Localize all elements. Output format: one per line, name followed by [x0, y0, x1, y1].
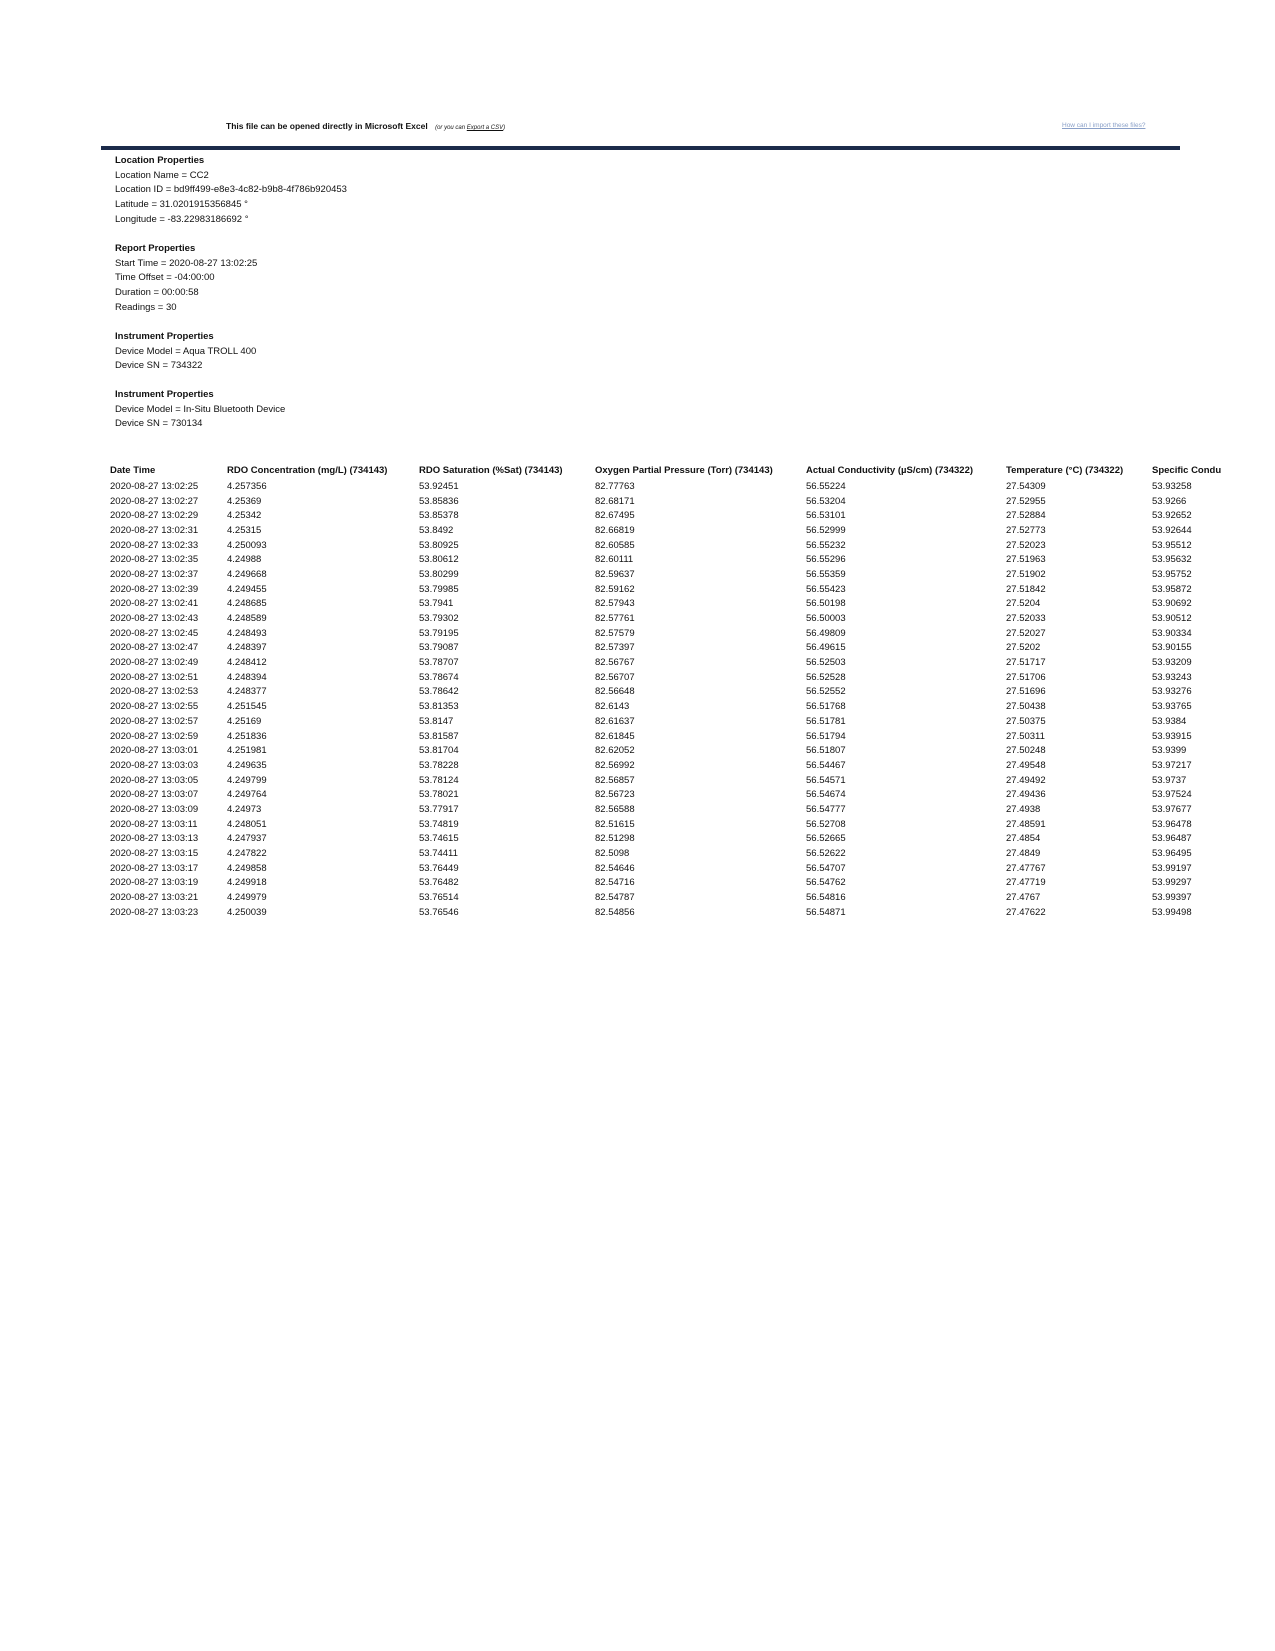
table-cell: 2020-08-27 13:03:15 — [110, 848, 199, 860]
table-cell: 82.59637 — [595, 568, 635, 580]
table-cell: 56.51768 — [806, 701, 846, 713]
table-cell: 4.25315 — [227, 524, 262, 536]
property-line: Longitude = -83.22983186692 ° — [115, 213, 249, 225]
table-cell: 56.49809 — [806, 627, 846, 639]
table-cell: 2020-08-27 13:02:37 — [110, 568, 199, 580]
table-cell: 53.85836 — [419, 495, 459, 507]
table-row — [110, 846, 1222, 861]
import-help-link[interactable]: How can I import these files? — [1062, 122, 1146, 129]
table-cell: 4.248493 — [227, 627, 267, 639]
table-cell: 27.48591 — [1006, 818, 1046, 830]
property-line: Device SN = 730134 — [115, 418, 203, 430]
table-row — [110, 832, 1222, 847]
property-line: Device SN = 734322 — [115, 360, 203, 372]
table-cell: 53.92652 — [1152, 510, 1192, 522]
table-row — [110, 685, 1222, 700]
table-cell: 56.54871 — [806, 906, 846, 918]
table-cell: 53.80299 — [419, 568, 459, 580]
table-cell: 82.56648 — [595, 686, 635, 698]
table-cell: 27.4938 — [1006, 803, 1041, 815]
table-cell: 56.52999 — [806, 524, 846, 536]
table-cell: 2020-08-27 13:02:53 — [110, 686, 199, 698]
table-cell: 2020-08-27 13:02:47 — [110, 642, 199, 654]
table-cell: 2020-08-27 13:03:03 — [110, 759, 199, 771]
table-row — [110, 758, 1222, 773]
table-cell: 56.55296 — [806, 554, 846, 566]
table-cell: 82.57397 — [595, 642, 635, 654]
table-cell: 27.50375 — [1006, 715, 1046, 727]
table-cell: 4.24973 — [227, 803, 262, 815]
table-cell: 56.54816 — [806, 892, 846, 904]
table-cell: 4.249455 — [227, 583, 267, 595]
table-cell: 56.52622 — [806, 848, 846, 860]
table-cell: 4.248051 — [227, 818, 267, 830]
table-cell: 27.51706 — [1006, 671, 1046, 683]
top-bar — [0, 121, 1275, 135]
table-cell: 2020-08-27 13:03:09 — [110, 803, 199, 815]
table-cell: 53.78021 — [419, 789, 459, 801]
table-cell: 53.78674 — [419, 671, 459, 683]
table-cell: 2020-08-27 13:02:57 — [110, 715, 199, 727]
table-cell: 53.76449 — [419, 862, 459, 874]
table-cell: 82.54787 — [595, 892, 635, 904]
table-cell: 2020-08-27 13:02:35 — [110, 554, 199, 566]
table-row — [110, 523, 1222, 538]
table-row — [110, 861, 1222, 876]
table-cell: 82.60585 — [595, 539, 635, 551]
table-cell: 4.249668 — [227, 568, 267, 580]
table-cell: 53.81704 — [419, 745, 459, 757]
table-cell: 4.248685 — [227, 598, 267, 610]
table-cell: 56.54467 — [806, 759, 846, 771]
table-cell: 53.93258 — [1152, 480, 1192, 492]
table-cell: 53.74819 — [419, 818, 459, 830]
instrument-properties-1 — [115, 330, 256, 374]
table-cell: 2020-08-27 13:02:55 — [110, 701, 199, 713]
table-cell: 4.250093 — [227, 539, 267, 551]
table-cell: 53.95872 — [1152, 583, 1192, 595]
table-cell: 56.51807 — [806, 745, 846, 757]
property-line: Location Name = CC2 — [115, 169, 209, 181]
table-cell: 53.85378 — [419, 510, 459, 522]
table-cell: 53.96495 — [1152, 848, 1192, 860]
table-cell: 53.95752 — [1152, 568, 1192, 580]
table-cell: 53.97217 — [1152, 759, 1192, 771]
table-row — [110, 773, 1222, 788]
table-cell: 27.47622 — [1006, 906, 1046, 918]
table-cell: 27.50311 — [1006, 730, 1045, 742]
table-cell: 53.77917 — [419, 803, 459, 815]
instrument-properties-2 — [115, 388, 285, 432]
readings-table — [110, 464, 1222, 920]
table-cell: 53.81587 — [419, 730, 459, 742]
table-cell: 27.47767 — [1006, 862, 1046, 874]
table-row — [110, 479, 1222, 494]
property-line: Device Model = In-Situ Bluetooth Device — [115, 403, 286, 415]
report-properties — [115, 242, 257, 316]
table-cell: 53.76514 — [419, 892, 459, 904]
property-line: Duration = 00:00:58 — [115, 287, 199, 299]
table-cell: 4.247822 — [227, 848, 267, 860]
header-divider — [101, 146, 1180, 150]
table-cell: 53.78707 — [419, 657, 459, 669]
table-cell: 4.251981 — [227, 745, 267, 757]
property-line: Start Time = 2020-08-27 13:02:25 — [115, 257, 258, 269]
table-cell: 56.50003 — [806, 613, 846, 625]
table-cell: 82.66819 — [595, 524, 635, 536]
table-cell: 4.249799 — [227, 774, 267, 786]
table-cell: 53.7941 — [419, 598, 454, 610]
table-cell: 53.79087 — [419, 642, 459, 654]
table-cell: 82.68171 — [595, 495, 635, 507]
column-header: Specific Condu — [1152, 465, 1222, 476]
table-cell: 82.5098 — [595, 848, 630, 860]
table-cell: 27.51696 — [1006, 686, 1046, 698]
table-cell: 27.47719 — [1006, 877, 1046, 889]
table-cell: 82.6143 — [595, 701, 630, 713]
table-cell: 53.78642 — [419, 686, 459, 698]
column-header: Temperature (°C) (734322) — [1006, 465, 1124, 476]
table-cell: 53.93765 — [1152, 701, 1192, 713]
property-line: Readings = 30 — [115, 301, 177, 313]
property-line: Device Model = Aqua TROLL 400 — [115, 345, 257, 357]
table-row — [110, 699, 1222, 714]
table-cell: 53.8492 — [419, 524, 454, 536]
table-row — [110, 538, 1222, 553]
table-cell: 2020-08-27 13:03:17 — [110, 862, 199, 874]
table-cell: 4.247937 — [227, 833, 267, 845]
table-row — [110, 890, 1222, 905]
table-cell: 27.49492 — [1006, 774, 1046, 786]
table-cell: 53.80925 — [419, 539, 459, 551]
table-cell: 53.90692 — [1152, 598, 1192, 610]
table-cell: 56.54707 — [806, 862, 846, 874]
table-cell: 53.79985 — [419, 583, 459, 595]
table-row — [110, 817, 1222, 832]
table-cell: 56.55224 — [806, 480, 846, 492]
section-title: Report Properties — [115, 243, 196, 254]
table-cell: 56.49615 — [806, 642, 846, 654]
table-body — [110, 479, 1222, 920]
table-cell: 56.53101 — [806, 510, 846, 522]
table-cell: 82.56857 — [595, 774, 635, 786]
table-cell: 56.53204 — [806, 495, 846, 507]
table-cell: 27.54309 — [1006, 480, 1046, 492]
table-cell: 4.25169 — [227, 715, 262, 727]
table-cell: 56.52528 — [806, 671, 846, 683]
table-cell: 27.51842 — [1006, 583, 1046, 595]
table-cell: 53.93915 — [1152, 730, 1192, 742]
table-cell: 82.56723 — [595, 789, 635, 801]
section-title: Instrument Properties — [115, 389, 214, 400]
table-cell: 53.8147 — [419, 715, 454, 727]
table-cell: 4.248377 — [227, 686, 267, 698]
table-cell: 4.251545 — [227, 701, 267, 713]
table-cell: 4.249764 — [227, 789, 267, 801]
table-cell: 53.9737 — [1152, 774, 1187, 786]
table-cell: 27.52773 — [1006, 524, 1046, 536]
table-cell: 2020-08-27 13:02:29 — [110, 510, 199, 522]
table-row — [110, 802, 1222, 817]
table-cell: 82.51298 — [595, 833, 635, 845]
table-cell: 53.80612 — [419, 554, 459, 566]
table-cell: 53.79302 — [419, 613, 459, 625]
table-cell: 56.55359 — [806, 568, 846, 580]
table-cell: 4.248412 — [227, 657, 267, 669]
table-cell: 53.90155 — [1152, 642, 1192, 654]
table-cell: 53.76482 — [419, 877, 459, 889]
property-line: Location ID = bd9ff499-e8e3-4c82-b9b8-4f786b920453 — [115, 184, 347, 196]
table-cell: 56.55232 — [806, 539, 846, 551]
table-cell: 53.9384 — [1152, 715, 1187, 727]
table-cell: 82.57943 — [595, 598, 635, 610]
table-cell: 56.54571 — [806, 774, 846, 786]
table-row — [110, 611, 1222, 626]
table-cell: 2020-08-27 13:02:31 — [110, 524, 199, 536]
table-cell: 4.251836 — [227, 730, 267, 742]
table-cell: 27.50438 — [1006, 701, 1046, 713]
table-cell: 56.52503 — [806, 657, 846, 669]
table-cell: 2020-08-27 13:02:25 — [110, 480, 199, 492]
property-line: Latitude = 31.0201915356845 ° — [115, 199, 248, 211]
property-line: Time Offset = -04:00:00 — [115, 272, 215, 284]
table-cell: 2020-08-27 13:02:59 — [110, 730, 199, 742]
table-cell: 56.51781 — [806, 715, 846, 727]
table-cell: 4.249979 — [227, 892, 267, 904]
table-cell: 53.99397 — [1152, 892, 1192, 904]
table-cell: 53.99498 — [1152, 906, 1192, 918]
table-cell: 53.99197 — [1152, 862, 1192, 874]
table-cell: 2020-08-27 13:02:33 — [110, 539, 199, 551]
table-cell: 56.51794 — [806, 730, 846, 742]
table-cell: 82.67495 — [595, 510, 635, 522]
excel-note: This file can be opened directly in Microsoft Excel (or you can Export a CSV) — [226, 121, 506, 131]
table-cell: 2020-08-27 13:03:23 — [110, 906, 199, 918]
table-cell: 56.54674 — [806, 789, 846, 801]
table-cell: 27.49436 — [1006, 789, 1046, 801]
table-cell: 56.52665 — [806, 833, 846, 845]
location-properties — [115, 154, 347, 228]
table-cell: 82.57761 — [595, 613, 635, 625]
table-cell: 4.25342 — [227, 510, 262, 522]
column-header: Actual Conductivity (µS/cm) (734322) — [806, 465, 974, 476]
table-header-row — [110, 464, 1222, 479]
table-cell: 4.257356 — [227, 480, 267, 492]
table-cell: 4.248397 — [227, 642, 267, 654]
table-cell: 4.249918 — [227, 877, 267, 889]
table-cell: 53.9399 — [1152, 745, 1187, 757]
table-row — [110, 787, 1222, 802]
table-cell: 27.52023 — [1006, 539, 1046, 551]
table-cell: 82.56767 — [595, 657, 635, 669]
table-cell: 2020-08-27 13:03:13 — [110, 833, 199, 845]
table-cell: 53.93276 — [1152, 686, 1192, 698]
table-row — [110, 508, 1222, 523]
table-cell: 82.60111 — [595, 554, 634, 566]
table-cell: 2020-08-27 13:03:19 — [110, 877, 199, 889]
table-cell: 27.51902 — [1006, 568, 1046, 580]
table-cell: 27.49548 — [1006, 759, 1046, 771]
table-row — [110, 626, 1222, 641]
table-cell: 2020-08-27 13:02:45 — [110, 627, 199, 639]
table-cell: 82.77763 — [595, 480, 635, 492]
table-cell: 4.250039 — [227, 906, 267, 918]
table-row — [110, 641, 1222, 656]
section-title: Instrument Properties — [115, 331, 214, 342]
section-title: Location Properties — [115, 155, 205, 166]
table-cell: 53.90334 — [1152, 627, 1192, 639]
table-cell: 4.24988 — [227, 554, 262, 566]
table-cell: 53.90512 — [1152, 613, 1192, 625]
table-cell: 53.78228 — [419, 759, 459, 771]
table-cell: 53.99297 — [1152, 877, 1192, 889]
table-cell: 53.97524 — [1152, 789, 1192, 801]
table-cell: 27.51963 — [1006, 554, 1046, 566]
table-cell: 56.52708 — [806, 818, 846, 830]
table-row — [110, 597, 1222, 612]
table-cell: 2020-08-27 13:03:11 — [110, 818, 198, 830]
table-cell: 53.78124 — [419, 774, 459, 786]
table-cell: 27.5202 — [1006, 642, 1041, 654]
table-cell: 82.51615 — [595, 818, 635, 830]
table-cell: 53.92451 — [419, 480, 459, 492]
table-cell: 2020-08-27 13:02:49 — [110, 657, 199, 669]
table-cell: 53.74615 — [419, 833, 459, 845]
table-cell: 82.61637 — [595, 715, 635, 727]
column-header: RDO Saturation (%Sat) (734143) — [419, 465, 563, 476]
table-cell: 27.4849 — [1006, 848, 1041, 860]
table-cell: 56.54762 — [806, 877, 846, 889]
table-row — [110, 743, 1222, 758]
table-cell: 53.97677 — [1152, 803, 1192, 815]
table-cell: 56.52552 — [806, 686, 846, 698]
column-header: RDO Concentration (mg/L) (734143) — [227, 465, 388, 476]
table-row — [110, 670, 1222, 685]
table-cell: 82.56707 — [595, 671, 635, 683]
table-cell: 2020-08-27 13:03:01 — [110, 745, 199, 757]
table-cell: 82.56588 — [595, 803, 635, 815]
table-row — [110, 582, 1222, 597]
table-cell: 53.74411 — [419, 848, 458, 860]
table-row — [110, 552, 1222, 567]
export-csv-link[interactable]: Export a CSV — [466, 125, 504, 131]
table-cell: 53.95632 — [1152, 554, 1192, 566]
table-cell: 2020-08-27 13:02:41 — [110, 598, 199, 610]
table-cell: 27.4854 — [1006, 833, 1041, 845]
table-cell: 2020-08-27 13:03:07 — [110, 789, 199, 801]
table-cell: 82.54856 — [595, 906, 635, 918]
table-cell: 27.5204 — [1006, 598, 1041, 610]
table-cell: 27.4767 — [1006, 892, 1041, 904]
table-cell: 2020-08-27 13:02:43 — [110, 613, 199, 625]
table-cell: 27.52884 — [1006, 510, 1046, 522]
table-cell: 2020-08-27 13:02:39 — [110, 583, 199, 595]
table-cell: 53.79195 — [419, 627, 459, 639]
table-row — [110, 567, 1222, 582]
column-header: Date Time — [110, 465, 156, 476]
table-cell: 53.93209 — [1152, 657, 1192, 669]
table-cell: 2020-08-27 13:02:27 — [110, 495, 199, 507]
table-cell: 2020-08-27 13:03:21 — [110, 892, 199, 904]
table-cell: 82.56992 — [595, 759, 635, 771]
table-cell: 4.248589 — [227, 613, 267, 625]
table-cell: 53.95512 — [1152, 539, 1192, 551]
column-header: Oxygen Partial Pressure (Torr) (734143) — [595, 465, 773, 476]
table-cell: 53.96478 — [1152, 818, 1192, 830]
table-cell: 27.50248 — [1006, 745, 1046, 757]
table-cell: 56.50198 — [806, 598, 846, 610]
table-cell: 4.249635 — [227, 759, 267, 771]
table-cell: 2020-08-27 13:02:51 — [110, 671, 199, 683]
table-row — [110, 494, 1222, 509]
table-cell: 82.61845 — [595, 730, 635, 742]
table-row — [110, 876, 1222, 891]
table-cell: 82.54716 — [595, 877, 635, 889]
table-cell: 56.55423 — [806, 583, 846, 595]
table-cell: 53.92644 — [1152, 524, 1192, 536]
table-cell: 53.81353 — [419, 701, 459, 713]
table-cell: 27.52955 — [1006, 495, 1046, 507]
csv-note: (or you can Export a CSV) — [435, 125, 506, 131]
table-cell: 82.59162 — [595, 583, 635, 595]
table-cell: 4.248394 — [227, 671, 267, 683]
table-cell: 82.57579 — [595, 627, 635, 639]
table-cell: 53.93243 — [1152, 671, 1192, 683]
table-cell: 27.52027 — [1006, 627, 1046, 639]
table-cell: 27.51717 — [1006, 657, 1046, 669]
table-cell: 53.76546 — [419, 906, 459, 918]
table-cell: 27.52033 — [1006, 613, 1046, 625]
table-row — [110, 714, 1222, 729]
table-row — [110, 655, 1222, 670]
table-cell: 82.54646 — [595, 862, 635, 874]
table-cell: 56.54777 — [806, 803, 846, 815]
table-row — [110, 729, 1222, 744]
table-cell: 53.9266 — [1152, 495, 1187, 507]
table-cell: 4.249858 — [227, 862, 267, 874]
table-cell: 4.25369 — [227, 495, 262, 507]
table-cell: 82.62052 — [595, 745, 635, 757]
table-row — [110, 905, 1222, 920]
table-cell: 2020-08-27 13:03:05 — [110, 774, 199, 786]
table-cell: 53.96487 — [1152, 833, 1192, 845]
